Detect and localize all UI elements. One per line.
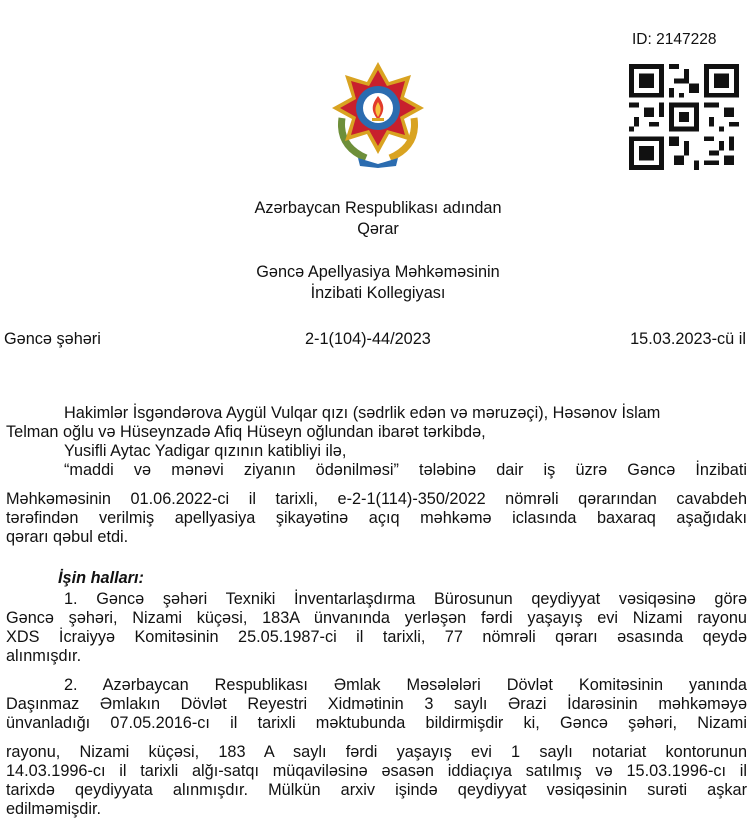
item-line: edilməmişdir. (6, 800, 101, 818)
item-line: alınmışdır. (6, 647, 82, 665)
item-line: Gəncə şəhəri, Nizami küçəsi, 183A ünvanında yerləşən fərdi yaşayış evi Nizami rayonu (6, 609, 747, 627)
intro-line: “maddi və mənəvi ziyanın ödənilməsi” tələbinə dair iş üzrə Gəncə İnzibati (64, 461, 747, 479)
section-heading: İşin halları: (58, 569, 144, 587)
city: Gəncə şəhəri (4, 330, 101, 348)
court-name: Gəncə Apellyasiya Məhkəməsinin (256, 263, 500, 281)
intro-line: tərəfindən verilmiş apellyasiya şikayətinə açıq məhkəmə iclasında baxaraq aşağıdakı (6, 509, 747, 527)
coat-of-arms-icon (328, 58, 428, 168)
intro-line: Məhkəməsinin 01.06.2022-ci il tarixli, e-2-1(114)-350/2022 nömrəli qərarından cavabdeh (6, 490, 747, 508)
item-line: Daşınmaz Əmlakın Dövlət Reyestri Xidmətinin 3 saylı Ərazi İdarəsinin məhkəməyə (6, 695, 747, 713)
item-line: tarixdə qeydiyyata alınmışdır. Mülkün arxiv işində qeydiyyat vəsiqəsinin surəti aşkar (6, 781, 747, 799)
header-title: Azərbaycan Respublikası adından (254, 199, 502, 217)
document-id: ID: 2147228 (632, 31, 717, 48)
item-line: XDS İcraiyyə Komitəsinin 25.05.1987-ci il tarixli, 77 nömrəli qərarı əsasında qeydə (6, 628, 747, 646)
item-line: 2. Azərbaycan Respublikası Əmlak Məsələləri Dövlət Komitəsinin yanında (64, 676, 747, 694)
intro-line: qərarı qəbul etdi. (6, 528, 129, 546)
intro-line: Yusifli Aytac Yadigar qızının katibliyi ilə, (64, 442, 347, 460)
item-line: 14.03.1996-cı il tarixli alğı-satqı müqaviləsinə əsasən iddiaçıya satılmış və 15.03.1996-cı il (6, 762, 747, 780)
item-line: 1. Gəncə şəhəri Texniki İnventarlaşdırma Bürosunun qeydiyyat vəsiqəsinə görə (64, 590, 747, 608)
court-division: İnzibati Kollegiyası (310, 284, 446, 302)
header-decision: Qərar (357, 220, 399, 238)
intro-line: Telman oğlu və Hüseynzadə Afiq Hüseyn oğlundan ibarət tərkibdə, (6, 423, 486, 441)
intro-line: Hakimlər İsgəndərova Aygül Vulqar qızı (sədrlik edən və məruzəçi), Həsənov İslam (64, 404, 661, 422)
item-line: rayonu, Nizami küçəsi, 183 A saylı fərdi yaşayış evi 1 saylı notariat kontorunun (6, 743, 747, 761)
decision-date: 15.03.2023-cü il (630, 330, 746, 348)
qr-code-icon (629, 64, 739, 170)
case-number: 2-1(104)-44/2023 (305, 330, 431, 348)
item-line: ünvanladığı 07.05.2016-cı il tarixli məktubunda bildirmişdir ki, Gəncə şəhəri, Nizami (6, 714, 747, 732)
